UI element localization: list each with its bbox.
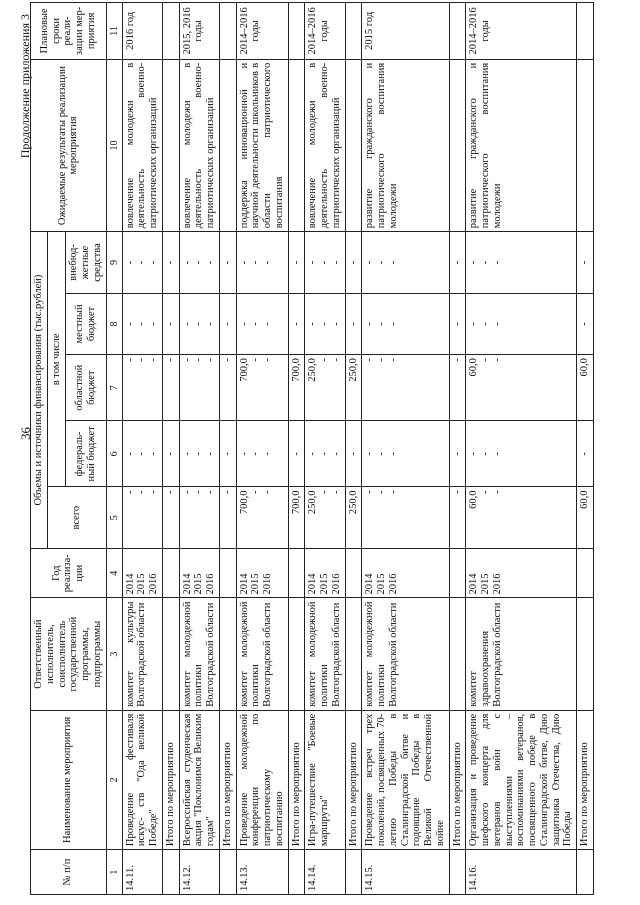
total-value: - <box>364 490 376 494</box>
cell-empty <box>345 598 362 710</box>
local-value: - <box>262 322 274 326</box>
total-value: - <box>262 490 274 494</box>
cell-name: Игра-путешествие "Боевые маршруты" <box>305 710 345 849</box>
cell-extra <box>305 232 345 293</box>
regional-value: - <box>387 358 399 362</box>
cell-num: 14.16. <box>466 850 577 895</box>
page-number: 36 <box>18 427 33 440</box>
cell-empty <box>219 548 236 598</box>
cell-deadline: 2015 год <box>362 3 449 60</box>
cell-empty <box>288 850 305 895</box>
federal-value: - <box>480 452 492 456</box>
sum-regional: - <box>162 355 179 421</box>
sum-regional: 700,0 <box>288 355 305 421</box>
total-row <box>449 3 466 895</box>
federal-value: - <box>148 452 160 456</box>
cell-local <box>179 293 219 354</box>
sum-federal: - <box>577 421 594 487</box>
regional-value: 700,0 <box>238 358 250 382</box>
cell-empty <box>219 850 236 895</box>
sum-regional: 250,0 <box>345 355 362 421</box>
extra-value: - <box>262 260 274 265</box>
sum-regional: - <box>219 355 236 421</box>
sum-federal: - <box>288 421 305 487</box>
regional-value: - <box>330 358 342 362</box>
local-value: - <box>205 322 217 326</box>
cell-name: Проведение молодежной конференции по патриотическому воспитанию <box>236 710 288 849</box>
cell-empty <box>449 59 466 231</box>
sum-federal: - <box>345 421 362 487</box>
cell-federal <box>305 421 345 487</box>
cell-num: 14.14. <box>305 850 345 895</box>
total-value: - <box>319 490 331 494</box>
cell-deadline: 2015, 2016 годы <box>179 3 219 60</box>
cell-num: 14.11. <box>122 850 162 895</box>
years-value: 2015 <box>250 573 262 595</box>
table-row <box>466 3 577 895</box>
cell-empty <box>288 598 305 710</box>
years-value: 2015 <box>193 573 205 595</box>
local-value: - <box>376 322 388 326</box>
cell-num: 14.12. <box>179 850 219 895</box>
years-value: 2015 <box>480 573 492 595</box>
years-value: 2016 <box>262 573 274 595</box>
header-regional: областной бюджет <box>66 355 106 421</box>
total-value: - <box>330 490 342 494</box>
local-value: - <box>193 322 205 326</box>
cell-empty <box>449 3 466 60</box>
years-value: 2016 <box>148 573 160 595</box>
cell-federal <box>236 421 288 487</box>
regional-value: - <box>205 358 217 362</box>
header-including: в том числе <box>47 232 66 487</box>
regional-value: - <box>136 358 148 362</box>
regional-value: - <box>364 358 376 362</box>
table-body <box>122 3 593 895</box>
cell-empty <box>577 59 594 231</box>
cell-empty <box>345 3 362 60</box>
cell-empty <box>288 548 305 598</box>
sum-total: - <box>449 487 466 548</box>
cell-empty <box>162 3 179 60</box>
local-value: - <box>480 322 492 326</box>
cell-deadline: 2016 год <box>122 3 162 60</box>
years-value: 2014 <box>364 573 376 595</box>
regional-value: - <box>319 358 331 362</box>
sum-local: - <box>162 293 179 354</box>
cell-federal <box>179 421 219 487</box>
cell-empty <box>162 548 179 598</box>
years-value: 2014 <box>181 573 193 595</box>
sum-total: - <box>162 487 179 548</box>
sum-total: - <box>219 487 236 548</box>
years-value: 2014 <box>238 573 250 595</box>
column-number: 1 <box>106 850 122 895</box>
cell-years <box>236 548 288 598</box>
local-value: - <box>468 322 480 326</box>
cell-responsible: комитет молодежной политики Волгоградской области <box>362 598 449 710</box>
cell-empty <box>162 850 179 895</box>
federal-value: - <box>376 452 388 456</box>
federal-value: - <box>250 452 262 456</box>
cell-responsible: комитет молодежной политики Волгоградской области <box>305 598 345 710</box>
years-value: 2014 <box>468 573 480 595</box>
total-value: - <box>136 490 148 494</box>
cell-name: Проведение фестиваля искус- ств "Ода великой Победе" <box>122 710 162 849</box>
local-value: - <box>319 322 331 326</box>
federal-value: - <box>319 452 331 456</box>
sum-total: 700,0 <box>288 487 305 548</box>
extra-value: - <box>330 260 342 265</box>
sum-total: 250,0 <box>345 487 362 548</box>
column-number: 6 <box>106 421 122 487</box>
cell-regional <box>362 355 449 421</box>
sum-extra: - <box>288 232 305 293</box>
cell-empty <box>449 548 466 598</box>
cell-empty <box>162 59 179 231</box>
total-value: - <box>124 490 136 494</box>
regional-value: - <box>250 358 262 362</box>
federal-value: - <box>262 452 274 456</box>
federal-value: - <box>238 452 250 456</box>
table-row <box>122 3 162 895</box>
cell-results: развитие гражданского и патриотического воспитания молодежи <box>362 59 449 231</box>
cell-years <box>466 548 577 598</box>
column-number: 5 <box>106 487 122 548</box>
cell-empty <box>577 548 594 598</box>
cell-extra <box>236 232 288 293</box>
extra-value: - <box>376 260 388 265</box>
federal-value: - <box>193 452 205 456</box>
cell-extra <box>362 232 449 293</box>
sum-extra: - <box>449 232 466 293</box>
cell-empty <box>288 3 305 60</box>
cell-local <box>122 293 162 354</box>
cell-empty <box>345 548 362 598</box>
extra-value: - <box>238 260 250 265</box>
column-number-row <box>106 3 122 895</box>
local-value: - <box>330 322 342 326</box>
regional-value: 60,0 <box>468 358 480 377</box>
total-value: - <box>491 490 503 494</box>
header-deadline: Плановые сроки реали- зации мер- приятия <box>31 3 107 60</box>
cell-empty <box>219 598 236 710</box>
cell-empty <box>345 850 362 895</box>
sum-extra: - <box>162 232 179 293</box>
cell-results: вовлечение молодежи в деятельность военно-патриотических организаций <box>305 59 345 231</box>
local-value: - <box>364 322 376 326</box>
regional-value: 250,0 <box>307 358 319 382</box>
total-value: - <box>205 490 217 494</box>
cell-results: развитие гражданского и патриотического воспитания молодежи <box>466 59 577 231</box>
cell-results: вовлечение молодежи в деятельность военно-патриотических организаций <box>179 59 219 231</box>
local-value: - <box>124 322 136 326</box>
local-value: - <box>148 322 160 326</box>
total-row <box>162 3 179 895</box>
total-value: 250,0 <box>307 490 319 515</box>
cell-regional <box>122 355 162 421</box>
local-value: - <box>136 322 148 326</box>
regional-value: - <box>262 358 274 362</box>
cell-deadline: 2014–2016 годы <box>236 3 288 60</box>
years-value: 2016 <box>330 573 342 595</box>
total-label: Итого по мероприятию <box>577 710 594 849</box>
total-row <box>288 3 305 895</box>
cell-local <box>466 293 577 354</box>
extra-value: - <box>387 260 399 265</box>
cell-deadline: 2014–2016 годы <box>305 3 345 60</box>
federal-value: - <box>136 452 148 456</box>
years-value: 2015 <box>376 573 388 595</box>
federal-value: - <box>387 452 399 456</box>
cell-deadline: 2014–2016 годы <box>466 3 577 60</box>
years-value: 2014 <box>124 573 136 595</box>
local-value: - <box>181 322 193 326</box>
federal-value: - <box>205 452 217 456</box>
years-value: 2015 <box>319 573 331 595</box>
years-value: 2014 <box>307 573 319 595</box>
total-value: - <box>480 490 492 494</box>
column-number: 4 <box>106 548 122 598</box>
table-row <box>305 3 345 895</box>
cell-name: Проведение встреч трех поколений, посвященных 70-летию Победы в Сталинградской битве и годовщине Победы в Великой Отечественной войне <box>362 710 449 849</box>
sum-extra: - <box>577 232 594 293</box>
cell-total <box>179 487 219 548</box>
column-number: 3 <box>106 598 122 710</box>
cell-regional <box>305 355 345 421</box>
extra-value: - <box>181 260 193 265</box>
cell-federal <box>362 421 449 487</box>
cell-empty <box>449 598 466 710</box>
column-number: 8 <box>106 293 122 354</box>
federal-value: - <box>468 452 480 456</box>
cell-name: Организация и проведение шефского концерта для ветеранов войн с выступлениями – воспоминаниями ветеранов, посвященного победе в Сталинградской битве, Дню защитника Отечества, Дню Победы <box>466 710 577 849</box>
column-number: 10 <box>106 59 122 231</box>
regional-value: - <box>181 358 193 362</box>
extra-value: - <box>307 260 319 265</box>
header-funding: Объемы и источники финансирования (тыс.рублей) <box>31 232 48 549</box>
extra-value: - <box>468 260 480 265</box>
column-number: 11 <box>106 3 122 60</box>
extra-value: - <box>364 260 376 265</box>
regional-value: - <box>480 358 492 362</box>
total-value: - <box>148 490 160 494</box>
extra-value: - <box>491 260 503 265</box>
federal-value: - <box>307 452 319 456</box>
column-number: 7 <box>106 355 122 421</box>
cell-total <box>362 487 449 548</box>
total-row <box>577 3 594 895</box>
cell-extra <box>179 232 219 293</box>
cell-empty <box>219 3 236 60</box>
cell-local <box>236 293 288 354</box>
cell-years <box>122 548 162 598</box>
local-value: - <box>307 322 319 326</box>
total-row <box>219 3 236 895</box>
federal-value: - <box>491 452 503 456</box>
local-value: - <box>250 322 262 326</box>
cell-empty <box>288 59 305 231</box>
total-value: - <box>376 490 388 494</box>
regional-value: - <box>124 358 136 362</box>
cell-extra <box>466 232 577 293</box>
total-value: - <box>181 490 193 494</box>
extra-value: - <box>148 260 160 265</box>
header-local: местный бюджет <box>66 293 106 354</box>
header-total: всего <box>47 487 106 548</box>
cell-regional <box>179 355 219 421</box>
header-year: Год реализа- ции <box>31 548 107 598</box>
sum-local: - <box>449 293 466 354</box>
cell-results: поддержка инновационной и научной деятельности школьников в области патриотического воспитания <box>236 59 288 231</box>
sum-extra: - <box>345 232 362 293</box>
cell-name: Всероссийская студенческая акция "Поклонимся Великим годам" <box>179 710 219 849</box>
local-value: - <box>238 322 250 326</box>
federal-value: - <box>124 452 136 456</box>
years-value: 2016 <box>491 573 503 595</box>
cell-results: вовлечение молодежи в деятельность военно-патриотических организаций <box>122 59 162 231</box>
cell-years <box>362 548 449 598</box>
total-value: - <box>387 490 399 494</box>
sum-federal: - <box>449 421 466 487</box>
extra-value: - <box>136 260 148 265</box>
sum-federal: - <box>162 421 179 487</box>
sum-regional: 60,0 <box>577 355 594 421</box>
sum-local: - <box>345 293 362 354</box>
cell-regional <box>466 355 577 421</box>
sum-local: - <box>219 293 236 354</box>
header-responsible: Ответственный исполнитель, соисполнитель государственной программы, подпрограммы <box>31 598 107 710</box>
years-value: 2016 <box>205 573 217 595</box>
sum-total: 60,0 <box>577 487 594 548</box>
regional-value: - <box>491 358 503 362</box>
cell-empty <box>162 598 179 710</box>
sum-regional: - <box>449 355 466 421</box>
regional-value: - <box>193 358 205 362</box>
federal-value: - <box>330 452 342 456</box>
header-federal: федераль- ный бюджет <box>66 421 106 487</box>
appendix-title: Продолжение приложения 3 <box>18 14 32 159</box>
cell-years <box>179 548 219 598</box>
cell-empty <box>577 850 594 895</box>
extra-value: - <box>124 260 136 265</box>
cell-empty <box>577 3 594 60</box>
total-label: Итого по мероприятию <box>219 710 236 849</box>
column-number: 9 <box>106 232 122 293</box>
header-results: Ожидаемые результаты реализации мероприятия <box>31 59 107 231</box>
regional-value: - <box>376 358 388 362</box>
extra-value: - <box>193 260 205 265</box>
extra-value: - <box>205 260 217 265</box>
total-value: - <box>193 490 205 494</box>
sum-local: - <box>577 293 594 354</box>
extra-value: - <box>319 260 331 265</box>
years-value: 2015 <box>136 573 148 595</box>
federal-value: - <box>364 452 376 456</box>
federal-value: - <box>181 452 193 456</box>
extra-value: - <box>250 260 262 265</box>
extra-value: - <box>480 260 492 265</box>
total-label: Итого по мероприятию <box>162 710 179 849</box>
cell-total <box>122 487 162 548</box>
table-row <box>179 3 219 895</box>
total-label: Итого по мероприятию <box>288 710 305 849</box>
local-value: - <box>491 322 503 326</box>
total-value: - <box>250 490 262 494</box>
sum-local: - <box>288 293 305 354</box>
years-value: 2016 <box>387 573 399 595</box>
header-name: Наименование мероприятия <box>31 710 107 849</box>
regional-value: - <box>148 358 160 362</box>
local-value: - <box>387 322 399 326</box>
total-row <box>345 3 362 895</box>
table-row <box>362 3 449 895</box>
funding-table <box>30 2 594 895</box>
cell-responsible: комитет молодежной политики Волгоградской области <box>179 598 219 710</box>
cell-num: 14.15. <box>362 850 449 895</box>
cell-empty <box>219 59 236 231</box>
total-label: Итого по мероприятию <box>345 710 362 849</box>
cell-federal <box>122 421 162 487</box>
cell-responsible: комитет культуры Волгоградской области <box>122 598 162 710</box>
sum-extra: - <box>219 232 236 293</box>
column-number: 2 <box>106 710 122 849</box>
total-label: Итого по мероприятию <box>449 710 466 849</box>
cell-local <box>362 293 449 354</box>
cell-empty <box>577 598 594 710</box>
total-value: 60,0 <box>468 490 480 509</box>
cell-total <box>236 487 288 548</box>
cell-extra <box>122 232 162 293</box>
sum-federal: - <box>219 421 236 487</box>
table-row <box>236 3 288 895</box>
cell-regional <box>236 355 288 421</box>
cell-num: 14.13. <box>236 850 288 895</box>
total-value: 700,0 <box>238 490 250 515</box>
cell-responsible: комитет молодежной политики Волгоградской области <box>236 598 288 710</box>
cell-empty <box>449 850 466 895</box>
cell-empty <box>345 59 362 231</box>
header-extra: внебюд- жетные средства <box>66 232 106 293</box>
cell-total <box>466 487 577 548</box>
cell-local <box>305 293 345 354</box>
cell-federal <box>466 421 577 487</box>
cell-total <box>305 487 345 548</box>
cell-years <box>305 548 345 598</box>
header-num: № п/п <box>31 850 107 895</box>
cell-responsible: комитет здравоохранения Волгоградской области <box>466 598 577 710</box>
